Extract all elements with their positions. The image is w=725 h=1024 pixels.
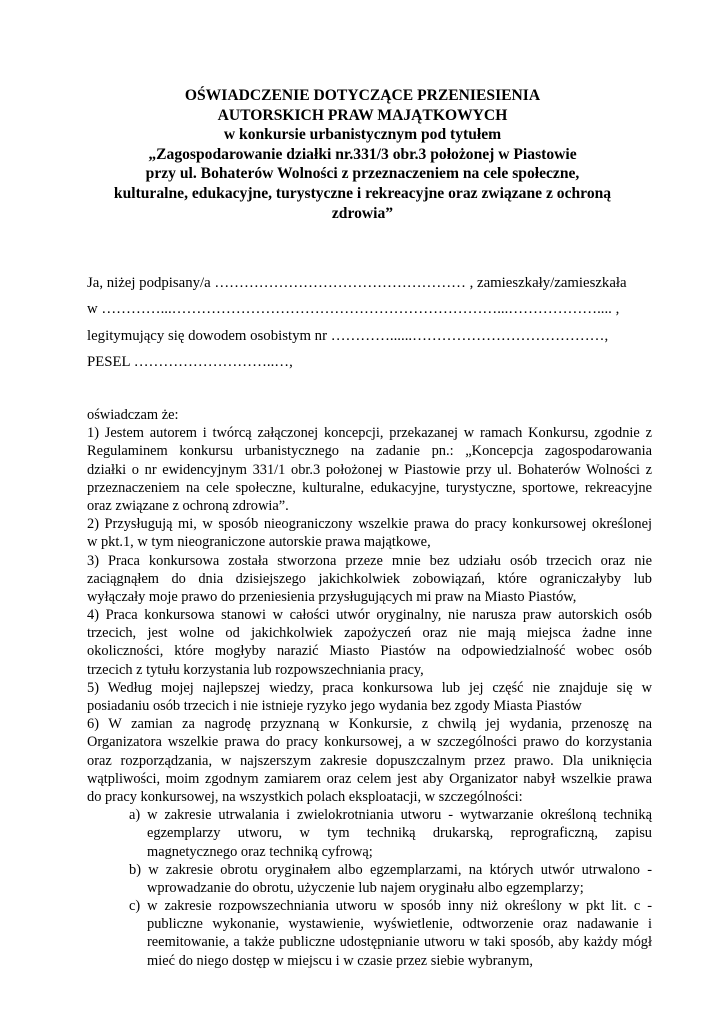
- declaration-line: Regulaminem konkursu urbanistycznego na zadanie pn.: „Koncepcja zagospodarowania: [87, 443, 652, 460]
- document-title: [60, 86, 665, 223]
- declaration-line: wątpliwości, moim zgodnym zamiarem oraz celem jest aby Organizator nabył wszelkie prawa: [87, 770, 652, 787]
- declaration-line: c) w zakresie rozpowszechniania utworu w sposób inny niż określony w pkt lit. c -: [129, 898, 652, 915]
- title-line: „Zagospodarowanie działki nr.331/3 obr.3 położonej w Piastowie: [148, 145, 577, 163]
- declaration-line: 4) Praca konkursowa stanowi w całości utwór oryginalny, nie narusza praw autorskich osób: [87, 607, 652, 624]
- declaration-line: w pkt.1, w tym nieograniczone autorskie prawa majątkowe,: [87, 534, 431, 551]
- declaration-body: [87, 406, 652, 970]
- declaration-line: mieć do niego dostęp w miejscu i w czasie przez siebie wybranym,: [147, 952, 534, 969]
- title-line: kulturalne, edukacyjne, turystyczne i rekreacyjne oraz związane z ochroną: [113, 184, 612, 202]
- declaration-line: trzecich z tytułu korzystania lub rozpowszechniania pracy,: [87, 661, 424, 678]
- declaration-line: reemitowanie, a także publiczne udostępnianie utworu w taki sposób, aby każdy mógł: [147, 934, 652, 951]
- declaration-intro: oświadczam że:: [87, 407, 179, 423]
- declaration-line: działki o nr ewidencyjnym 331/1 obr.3 położonej w Piastowie przy ul. Bohaterów Wolności z: [87, 461, 652, 478]
- declaration-line: b) w zakresie obrotu oryginałem albo egzemplarzami, na których utwór utrwalono -: [129, 861, 652, 878]
- declaration-line: do pracy konkursowej, na wszystkich polach eksploatacji, w szczególności:: [87, 788, 523, 805]
- declaration-line: oraz rozporządzania, w najszerszym zakresie dopuszczalnym przez prawo. Dla uniknięcia: [87, 752, 652, 769]
- declaration-line: 2) Przysługują mi, w sposób nieograniczony wszelkie prawa do pracy konkursowej określonej: [87, 516, 652, 533]
- title-line: przy ul. Bohaterów Wolności z przeznaczeniem na cele społeczne,: [145, 165, 580, 183]
- declaration-line: publiczne wykonanie, wystawienie, wyświetlenie, odtworzenie oraz nadawanie i: [147, 916, 652, 933]
- declaration-line: magnetycznego oraz techniką cyfrową;: [147, 843, 373, 860]
- address-field-line: w …………...…………………………………………………………...……………….... ,: [87, 301, 620, 317]
- declaration-line: 5) Według mojej najlepszej wiedzy, praca konkursowa lub jej część nie znajduje się w: [87, 679, 652, 696]
- declaration-line: trzecich, jest wolne od jakichkolwiek zapożyczeń oraz nie mają miejsca żadne inne: [87, 625, 652, 642]
- declaration-line: okoliczności, które mogłyby narazić Miasto Piastów na odpowiedzialność wobec osób: [87, 643, 652, 660]
- declaration-line: wyłączały moje prawo do przeniesienia przysługujących mi praw na Miasto Piastów,: [87, 588, 577, 605]
- declaration-line: oraz związane z ochroną zdrowia”.: [87, 497, 289, 514]
- title-line: w konkursie urbanistycznym pod tytułem: [223, 126, 502, 144]
- declaration-line: wprowadzanie do obrotu, użyczenie lub najem oryginału albo egzemplarzy;: [147, 879, 584, 896]
- name-field-line: Ja, niżej podpisany/a …………………………………………… , zamieszkały/zamieszkała: [87, 275, 627, 291]
- title-line: zdrowia”: [331, 204, 394, 222]
- declaration-line: przeznaczeniem na cele społeczne, kulturalne, edukacyjne, turystyczne, sportowe, rekreacyjne: [87, 479, 652, 496]
- declaration-line: 6) W zamian za nagrodę przyznaną w Konkursie, z chwilą jej wydania, przenoszę na: [87, 716, 652, 733]
- declaration-line: posiadaniu osób trzecich i nie istnieje ryzyko jego wydania bez zgody Miasta Piastów: [87, 698, 582, 714]
- declaration-line: 3) Praca konkursowa została stworzona przeze mnie bez udziału osób trzecich oraz nie: [87, 552, 652, 569]
- id-field-line: legitymujący się dowodem osobistym nr …………......…………………………………,: [87, 328, 609, 344]
- declaration-line: 1) Jestem autorem i twórcą załączonej koncepcji, przekazanej w ramach Konkursu, zgodnie z: [87, 425, 652, 442]
- title-line: OŚWIADCZENIE DOTYCZĄCE PRZENIESIENIA: [184, 87, 541, 104]
- title-line: AUTORSKICH PRAW MAJĄTKOWYCH: [217, 106, 508, 124]
- declaration-line: egzemplarzy utworu, w tym techniką drukarską, reprograficzną, zapisu: [147, 825, 652, 842]
- declaration-line: a) w zakresie utrwalania i zwielokrotniania utworu - wytwarzanie określoną techniką: [129, 807, 652, 824]
- declaration-line: Organizatora wszelkie prawa do pracy konkursowej, a w szczególności prawo do korzystania: [87, 734, 652, 751]
- declaration-line: zaciągnąłem do dnia dzisiejszego jakichkolwiek zobowiązań, które ograniczałyby lub: [87, 570, 652, 587]
- pesel-field-line: PESEL ………………………..…,: [87, 354, 293, 370]
